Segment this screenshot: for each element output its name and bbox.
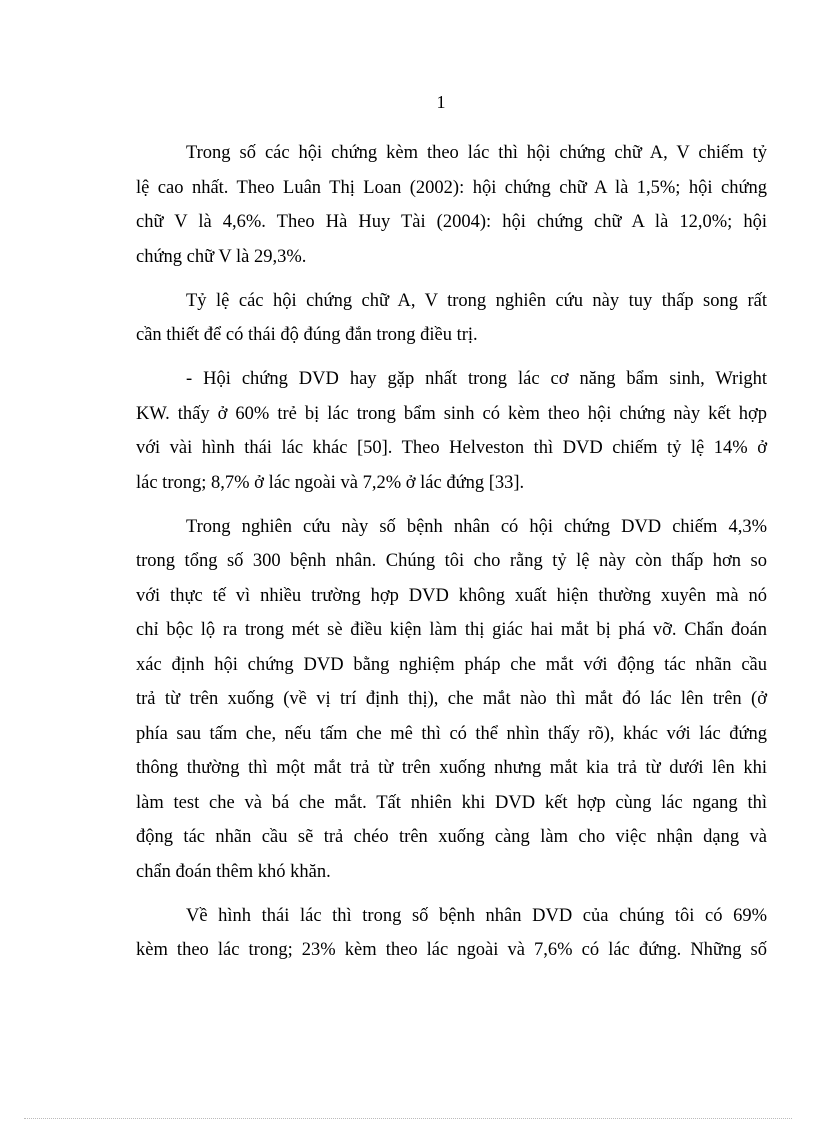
text-line: chữ V là 4,6%. Theo Hà Huy Tài (2004): hội chứng chữ A là 12,0%; hội <box>136 212 767 232</box>
text-line: trong tổng số 300 bệnh nhân. Chúng tôi cho rằng tỷ lệ này còn thấp hơn so <box>136 551 767 571</box>
text-line: Về hình thái lác thì trong số bệnh nhân DVD của chúng tôi có 69% <box>186 905 767 926</box>
text-line: với thực tế vì nhiều trường hợp DVD không xuất hiện thường xuyên mà nó <box>136 585 767 606</box>
text-line: thông thường thì một mắt trả từ trên xuống nhưng mắt kia trả từ dưới lên khi <box>136 758 767 778</box>
paragraph <box>136 364 767 502</box>
text-line: chỉ bộc lộ ra trong mét sè điều kiện làm thị giác hai mắt bị phá vỡ. Chẩn đoán <box>136 620 767 640</box>
paragraph <box>136 286 767 355</box>
text-line: động tác nhãn cầu sẽ trả chéo trên xuống càng làm cho việc nhận dạng và <box>136 827 767 847</box>
page-number: 1 <box>436 92 446 112</box>
text-line: trả từ trên xuống (về vị trí định thị), che mắt nào thì mắt đó lác lên trên (ở <box>136 689 767 709</box>
text-line: chẩn đoán thêm khó khăn. <box>136 861 331 882</box>
text-line: lệ cao nhất. Theo Luân Thị Loan (2002): hội chứng chữ A là 1,5%; hội chứng <box>136 177 767 198</box>
text-line: KW. thấy ở 60% trẻ bị lác trong bẩm sinh có kèm theo hội chứng này kết hợp <box>136 403 767 424</box>
paragraph <box>136 138 767 276</box>
text-line: - Hội chứng DVD hay gặp nhất trong lác cơ năng bẩm sinh, Wright <box>186 369 767 389</box>
text-line: lác trong; 8,7% ở lác ngoài và 7,2% ở lác đứng [33]. <box>136 472 525 493</box>
text-line: xác định hội chứng DVD bằng nghiệm pháp che mắt với động tác nhãn cầu <box>136 654 767 675</box>
paragraph <box>136 512 767 892</box>
text-line: chứng chữ V là 29,3%. <box>136 246 307 267</box>
document-body <box>136 138 767 979</box>
text-line: với vài hình thái lác khác [50]. Theo Helveston thì DVD chiếm tỷ lệ 14% ở <box>136 438 767 458</box>
paragraph <box>136 901 767 970</box>
text-line: Trong số các hội chứng kèm theo lác thì hội chứng chữ A, V chiếm tỷ <box>186 143 767 163</box>
page-bottom-divider <box>24 1118 792 1119</box>
text-line: cần thiết để có thái độ đúng đắn trong điều trị. <box>136 325 478 345</box>
text-line: làm test che và bá che mắt. Tất nhiên khi DVD kết hợp cùng lác ngang thì <box>136 792 767 813</box>
text-line: Trong nghiên cứu này số bệnh nhân có hội chứng DVD chiếm 4,3% <box>186 516 767 537</box>
text-line: Tỷ lệ các hội chứng chữ A, V trong nghiên cứu này tuy thấp song rất <box>186 290 767 311</box>
text-line: kèm theo lác trong; 23% kèm theo lác ngoài và 7,6% có lác đứng. Những số <box>136 940 767 960</box>
text-line: phía sau tấm che, nếu tấm che mê thì có thể nhìn thấy rõ), khác với lác đứng <box>136 723 767 744</box>
